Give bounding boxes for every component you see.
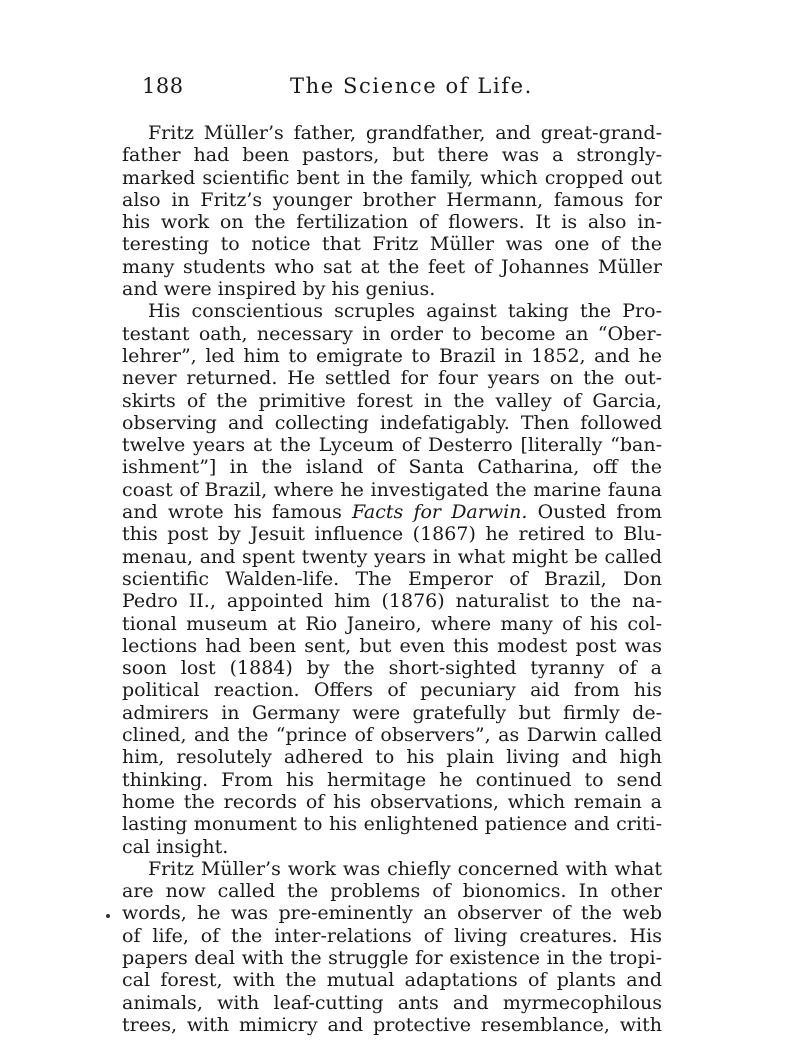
text-line: lections had been sent, but even this modest post was <box>122 634 662 657</box>
paragraph-1 <box>122 122 662 300</box>
text-line: are now called the problems of bionomics. In other <box>122 880 662 903</box>
text-line: tional museum at Rio Janeiro, where many of his col- <box>122 612 662 635</box>
text-line: ishment”] in the island of Santa Catharina, off the <box>122 456 662 479</box>
margin-ink-dot <box>106 914 110 918</box>
text-line: this post by Jesuit influence (1867) he retired to Blu- <box>122 523 662 546</box>
text-line: father had been pastors, but there was a strongly- <box>122 144 662 167</box>
text-line: many students who sat at the feet of Johannes Müller <box>122 255 662 278</box>
text-line: coast of Brazil, where he investigated the marine fauna <box>122 478 662 501</box>
text-line: observing and collecting indefatigably. Then followed <box>122 411 662 434</box>
text-line: twelve years at the Lyceum of Desterro [literally “ban- <box>122 434 662 457</box>
text-line: menau, and spent twenty years in what might be called <box>122 545 662 568</box>
text-line: of life, of the inter-relations of living creatures. His <box>122 924 662 947</box>
text-line: trees, with mimicry and protective resemblance, with <box>122 1013 662 1036</box>
text-line: papers deal with the struggle for existence in the tropi- <box>122 946 662 969</box>
text-line: words, he was pre-eminently an observer of the web <box>122 902 662 925</box>
text-line: thinking. From his hermitage he continued to send <box>122 768 662 791</box>
line-text: Ousted from <box>527 501 663 524</box>
text-line: never returned. He settled for four years on the out- <box>122 367 662 390</box>
text-line: home the records of his observations, which remain a <box>122 790 662 813</box>
text-line: cal insight. <box>122 835 229 858</box>
text-line-with-title <box>122 501 662 523</box>
text-line: his work on the fertilization of flowers. It is also in- <box>122 211 662 234</box>
text-line: lehrer”, led him to emigrate to Brazil in 1852, and he <box>122 344 662 367</box>
text-line: and were inspired by his genius. <box>122 278 436 301</box>
text-line: testant oath, necessary in order to become an “Ober- <box>122 322 662 345</box>
text-line: political reaction. Offers of pecuniary aid from his <box>122 679 662 702</box>
book-title: Facts for Darwin. <box>352 501 528 524</box>
text-line: also in Fritz’s younger brother Hermann, famous for <box>122 188 662 211</box>
paragraph-2 <box>122 300 662 857</box>
text-line: clined, and the “prince of observers”, as Darwin called <box>122 724 662 747</box>
text-line: Fritz Müller’s father, grandfather, and great-grand- <box>148 122 662 144</box>
text-line: scientific Walden-life. The Emperor of Brazil, Don <box>122 567 662 590</box>
text-line: marked scientific bent in the family, which cropped out <box>122 166 662 189</box>
text-line: skirts of the primitive forest in the valley of Garcia, <box>122 389 662 412</box>
running-title: The Science of Life. <box>290 74 533 98</box>
text-line: Fritz Müller’s work was chiefly concerned with what <box>148 857 662 880</box>
body-text <box>122 122 662 1036</box>
text-line: His conscientious scruples against taking the Pro- <box>148 300 662 323</box>
text-line: Pedro II., appointed him (1876) naturalist to the na- <box>122 590 662 613</box>
paragraph-3 <box>122 858 662 1036</box>
text-line: admirers in Germany were gratefully but firmly de- <box>122 701 662 724</box>
text-line: teresting to notice that Fritz Müller was one of the <box>122 233 662 256</box>
text-line: lasting monument to his enlightened patience and criti- <box>122 813 662 836</box>
page-header <box>142 74 672 106</box>
text-line: cal forest, with the mutual adaptations of plants and <box>122 969 662 992</box>
text-line: him, resolutely adhered to his plain living and high <box>122 746 662 769</box>
text-line: animals, with leaf-cutting ants and myrmecophilous <box>122 991 662 1014</box>
text-line: soon lost (1884) by the short-sighted tyranny of a <box>122 657 662 680</box>
line-text: and wrote his famous <box>122 501 353 524</box>
page-number: 188 <box>142 74 184 98</box>
